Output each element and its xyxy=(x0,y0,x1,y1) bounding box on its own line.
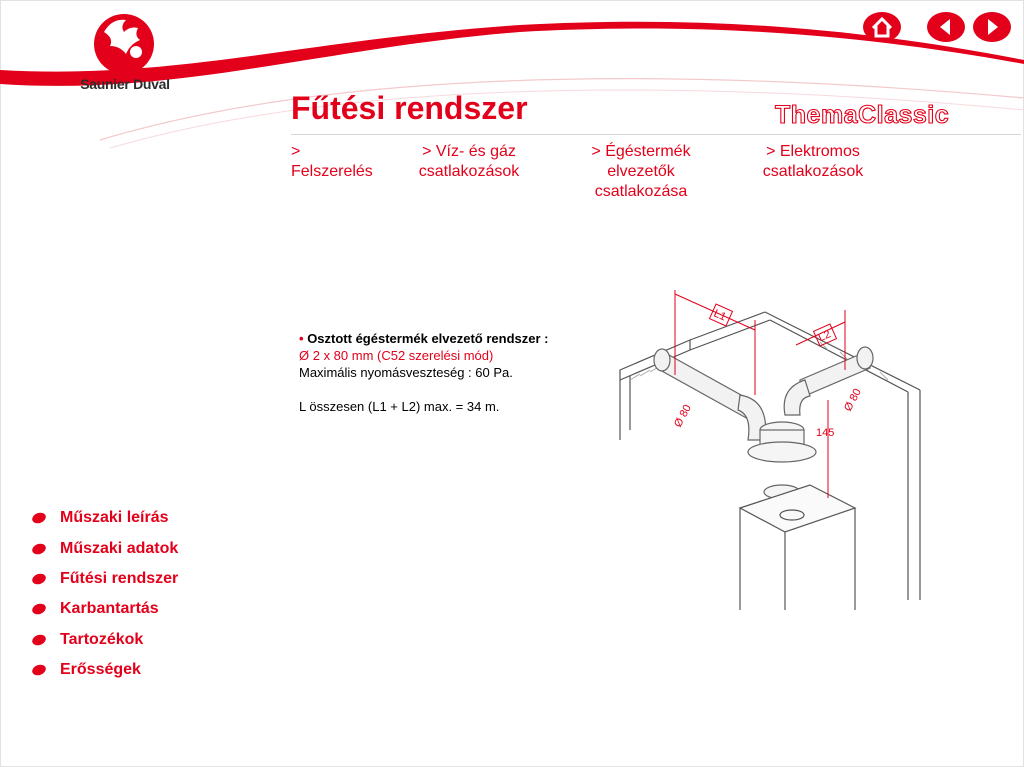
home-icon xyxy=(862,10,902,44)
brand-name: Saunier Duval xyxy=(80,76,170,92)
label-d80-right: Ø 80 xyxy=(842,386,864,414)
home-button[interactable] xyxy=(862,10,902,44)
arrow-right-icon xyxy=(972,10,1012,44)
product-logo: ThemaClassic xyxy=(775,101,950,129)
label-145: 145 xyxy=(816,427,835,439)
sublink-felszereles[interactable]: > Felszerelés xyxy=(291,143,373,180)
sublink-viz-gaz[interactable]: > Víz- és gáz csatlakozások xyxy=(418,143,520,180)
spec-length: L összesen (L1 + L2) max. = 34 m. xyxy=(299,399,500,414)
spec-block xyxy=(299,330,549,415)
label-d80-left: Ø 80 xyxy=(672,402,694,430)
spec-pressure: Maximális nyomásveszteség : 60 Pa. xyxy=(299,365,513,380)
sublink-elektromos[interactable]: > Elektromos csatlakozások xyxy=(762,143,864,180)
arrow-left-icon xyxy=(926,10,966,44)
section-sublinks xyxy=(291,142,911,212)
boiler-box xyxy=(740,485,855,610)
menu-item-label: Tartozékok xyxy=(60,630,144,648)
bullet: • xyxy=(299,331,304,346)
next-button[interactable] xyxy=(972,10,1012,44)
previous-button[interactable] xyxy=(926,10,966,44)
bullet-icon xyxy=(30,572,48,586)
menu-item-label: Fűtési rendszer xyxy=(60,569,179,587)
menu-item-muszaki-leiras[interactable] xyxy=(30,503,178,533)
dimension-lines xyxy=(675,290,845,498)
spec-heading-line xyxy=(299,330,549,347)
label-l2: L2 xyxy=(816,328,833,345)
bullet-icon xyxy=(30,663,48,677)
bullet-icon xyxy=(30,511,48,525)
label-l1: L1 xyxy=(711,307,728,324)
menu-item-label: Műszaki adatok xyxy=(60,539,179,557)
pipe-right xyxy=(784,347,873,415)
side-menu xyxy=(30,503,178,685)
menu-item-erossegek[interactable] xyxy=(30,655,178,685)
menu-item-muszaki-adatok[interactable] xyxy=(30,533,178,563)
menu-item-karbantartas[interactable] xyxy=(30,594,178,624)
menu-item-label: Műszaki leírás xyxy=(60,509,169,527)
page-title: Fűtési rendszer xyxy=(291,90,528,126)
menu-item-tartozekok[interactable] xyxy=(30,625,178,655)
menu-item-label: Erősségek xyxy=(60,661,141,679)
bullet-icon xyxy=(30,633,48,647)
pipe-left xyxy=(654,349,766,440)
menu-item-futesi-rendszer[interactable] xyxy=(30,564,178,594)
brand-logo[interactable] xyxy=(70,10,180,100)
menu-item-label: Karbantartás xyxy=(60,600,159,618)
spec-diameter: Ø 2 x 80 mm (C52 szerelési mód) xyxy=(299,348,494,363)
flue-diagram xyxy=(600,280,940,610)
bullet-icon xyxy=(30,602,48,616)
saunier-duval-dragon-icon xyxy=(90,10,160,76)
bullet-icon xyxy=(30,542,48,556)
title-divider xyxy=(291,134,1021,135)
sublink-egestermek[interactable]: > Égéstermék elvezetők csatlakozása xyxy=(591,143,691,200)
spec-heading: Osztott égéstermék elvezető rendszer : xyxy=(307,331,549,346)
